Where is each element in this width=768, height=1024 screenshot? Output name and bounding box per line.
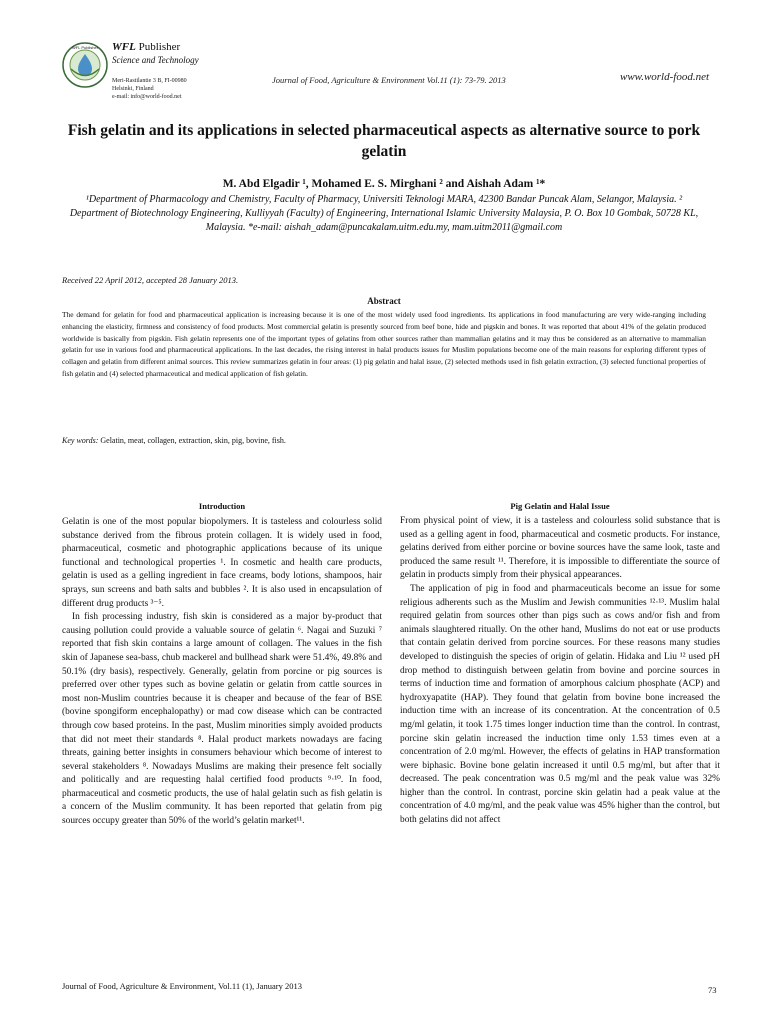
- body-paragraph: Gelatin is one of the most popular biopolymers. It is tasteless and colourless solid substance derived from the fibrous protein collagen. It is widely used in food, pharmaceutical, cosmetic and photographic applications because of its unique functional and technological properties ¹. In cosmetic and health care products, gelatin is used as a gelling ingredient in face creams, body lotions, shampoos, hair sprays, sun screens and bath salts and bubbles ². It is also used in encapsulation of different drug products ³⁻⁵.: [62, 517, 382, 609]
- right-column: [400, 515, 720, 828]
- publisher-name: WFL: [112, 41, 136, 53]
- keywords-list: Gelatin, meat, collagen, extraction, skin, pig, bovine, fish.: [98, 436, 286, 445]
- section-heading-pig-gelatin: Pig Gelatin and Halal Issue: [510, 501, 610, 511]
- journal-citation: Journal of Food, Agriculture & Environment Vol.11 (1): 73-79. 2013: [272, 75, 506, 85]
- publisher-address: [112, 77, 187, 101]
- journal-website: www.world-food.net: [620, 71, 710, 83]
- address-line: Helsinki, Finland: [112, 86, 154, 92]
- page-number: 73: [708, 985, 717, 995]
- publisher-subtitle: Science and Technology: [112, 55, 199, 65]
- section-heading-introduction: Introduction: [198, 501, 246, 511]
- left-column: [62, 516, 382, 829]
- article-authors: M. Abd Elgadir ¹, Mohamed E. S. Mirghani ² and Aishah Adam ¹*: [222, 178, 546, 190]
- abstract-heading: Abstract: [367, 296, 401, 306]
- article-title: Fish gelatin and its applications in selected pharmaceutical aspects as alternative source to pork gelatin: [67, 122, 701, 160]
- address-line: Meri-Rastilantie 3 B, FI-00980: [112, 78, 187, 84]
- address-line: e-mail: info@world-food.net: [112, 94, 182, 100]
- received-dates: Received 22 April 2012, accepted 28 January 2013.: [62, 275, 239, 285]
- author-affiliations: ¹Department of Pharmacology and Chemistry, Faculty of Pharmacy, Universiti Teknologi MARA, 42300 Bandar Puncak Alam, Selangor, Malaysia. ² Department of Biotechnology Engineering, Kulliyyah (Faculty) of Engineering, International Islamic University Malaysia, P. O. Box 10 Gombak, 50728 KL, Malaysia. *e-mail: aishah_adam@puncakalam.uitm.edu.my, mam.uitm2011@gmail.com: [69, 194, 699, 233]
- abstract-text: The demand for gelatin for food and pharmaceutical application is increasing because it is one of the most widely used food ingredients. Its applications in food manufacturing are very wide-ranging including enhancing the elasticity, firmness and consistency of food products. Most commercial gelatin is presently sourced from beef bone, hide and pigskin and bones. It was reported that about 41% of the gelatin produced worldwide is basically from pigskin. Fish gelatin represents one of the important types of gelatins from other sources rather than mammalian gelatins and it may thus be considered as an alternative to mammalian gelatin for use in various food and pharmaceutical applications. In the last decades, the rising interest in halal products issues for Muslim populations become one of the main reasons for exploring different types of collagen and gelatin from different animal sources. This review summarizes gelatin in four areas: (1) pig gelatin and halal issue, (2) selected methods used in fish gelatin extraction, (3) selected functional properties of fish gelatin and (4) selected pharmaceutical and medical application of fish gelatin.: [62, 310, 706, 378]
- svg-text:WFL Publisher: WFL Publisher: [71, 45, 99, 50]
- body-paragraph: From physical point of view, it is a tasteless and colourless solid substance that is used as a gelling agent in food, pharmaceutical and cosmetic products. For instance, gelatins derived from either porcine or bovine sources have the same look, taste and produced the same result ¹¹. Therefore, it is impossible to differentiate the source of gelatin in products simply from their physical appearances.: [400, 516, 720, 581]
- wfl-logo-icon: [62, 42, 108, 88]
- publisher-block: [112, 41, 199, 67]
- keywords-label: Key words:: [62, 436, 99, 445]
- publisher-name-rest: Publisher: [135, 41, 181, 53]
- body-paragraph: The application of pig in food and pharmaceuticals become an issue for some religious adherents such as the Muslim and Jewish communities ¹²·¹³. Muslim halal required gelatin from sources other than pigs such as cows and/or fish and from animals slaughtered ritually. On the other hand, Muslims do not eat or use products that contain gelatin derived from porcine sources. For these reasons many studies developed to distinguish the species of origin of gelatin. Hidaka and Liu ¹² used pH drop method to distinguish between gelatin from bovine and porcine sources in terms of induction time and formation of amorphous calcium phosphate (ACP) and hydroxyapatite (HAP). They found that gelatin from bovine bone increased the induction time with an increase of its concentration. At the concentration of 0.5 mg/ml gelatin, it took 1.75 times longer induction time than the control. In contrast, porcine skin gelatin increased the induction time only 1.53 times even at a concentration of 2.0 mg/ml. However, the effects of gelatins in HAP transformation were biphasic. Bovine bone gelatin increased it until 0.5 mg/ml, but after that it decreased. The peak concentration was 0.5 mg/ml and the peak value was 32% higher than the control. In contrast, porcine skin gelatin had a peak value at the concentration of 4.0 mg/ml, and the peak value was 45% higher than the control, but both gelatins did not affect: [400, 583, 720, 826]
- body-paragraph: In fish processing industry, fish skin is considered as a major by-product that causing pollution could provide a valuable source of gelatin ⁶. Nagai and Suzuki ⁷ reported that fish skin contains a large amount of collagen. The values in the fish skin of Japanese sea-bass, chub mackerel and bullhead shark were 51.4%, 49.8% and 50.1% (dry basis), respectively. Generally, gelatin from porcine or pig sources is preferred over other types such as bovine gelatin or gelatin from cattle sources in most non-Muslim countries because it is cheaper and because of the fear of BSE (bovine spongiform encephalopathy) or mad cow disease which can be contracted through cow based proteins. In the past, Muslim minorities simply avoided products that did not meet their standards ⁸. Halal product markets nowadays are facing threats, gaining better insights in consumers behaviour which become of interest to several stakeholders ⁸. Nowadays Muslims are making their presence felt socially and politically and are requesting halal certified food products ⁹·¹⁰. In food, pharmaceutical and cosmetic products, the use of halal gelatin such as fish gelatin is a concern of the Muslim community. It has been reported that gelatin from pig sources occupy greater than 50% of the world’s gelatin market¹¹.: [62, 612, 382, 827]
- page-footer: Journal of Food, Agriculture & Environment, Vol.11 (1), January 2013: [62, 981, 302, 991]
- keywords: [62, 436, 286, 445]
